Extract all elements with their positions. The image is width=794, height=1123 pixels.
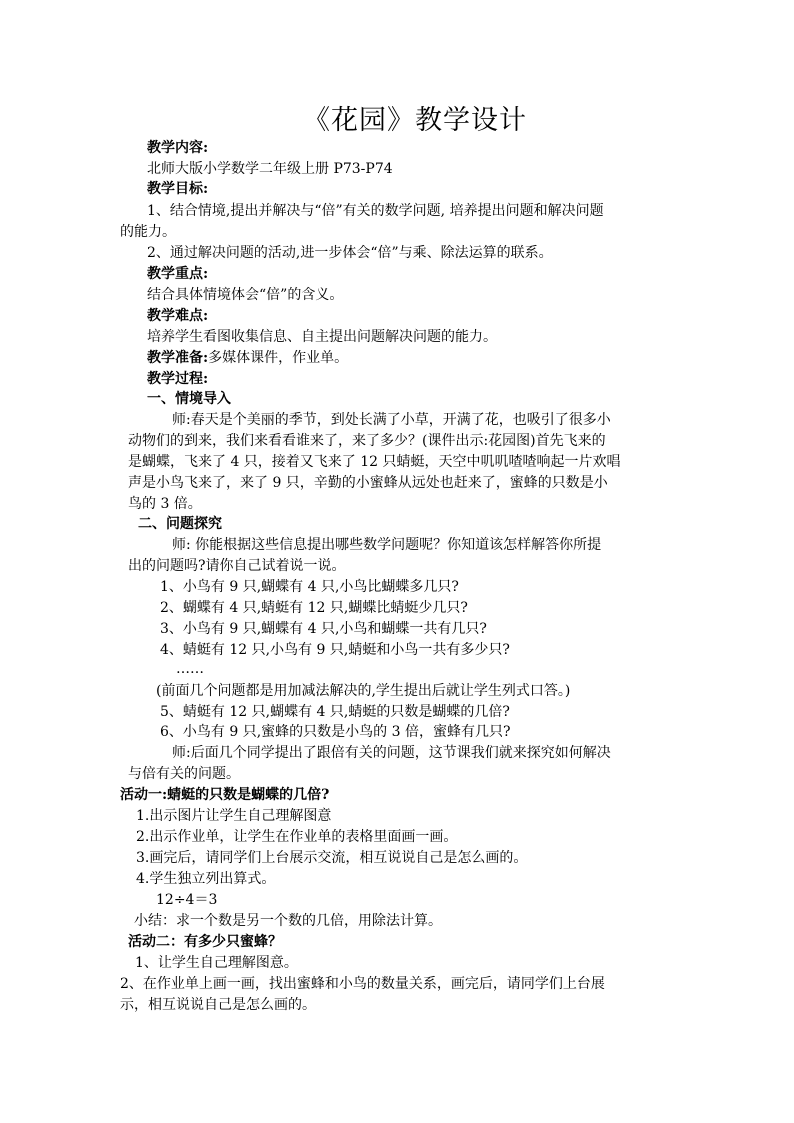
summary: 小结：求一个数是另一个数的几倍，用除法计算。 xyxy=(134,913,442,929)
intro-line-1: 师:春天是个美丽的季节，到处长满了小草，开满了花，也吸引了很多小 xyxy=(172,412,611,428)
section-1-heading: 一、情境导入 xyxy=(147,391,231,407)
page-title: 《花园》教学设计 xyxy=(303,105,527,136)
ellipsis: …… xyxy=(176,661,204,677)
preparation xyxy=(147,348,348,368)
question-1: 1、小鸟有 9 只,蝴蝶有 4 只,小鸟比蝴蝶多几只? xyxy=(160,579,459,595)
goals-label: 教学目标: xyxy=(147,181,209,197)
activity-2-step-2-line-2: 示，相互说说自己是怎么画的。 xyxy=(120,997,316,1013)
preparation-label: 教学准备: xyxy=(147,350,209,366)
teacher-line-1: 师:后面几个同学提出了跟倍有关的问题，这节课我们就来探究如何解决 xyxy=(172,745,611,761)
content-text: 北师大版小学数学二年级上册 P73-P74 xyxy=(147,161,393,177)
activity-1-heading: 活动一:蜻蜓的只数是蝴蝶的几倍? xyxy=(120,787,330,803)
question-3: 3、小鸟有 9 只,蝴蝶有 4 只,小鸟和蝴蝶一共有几只? xyxy=(160,621,487,637)
intro-line-3: 是蝴蝶，飞来了 4 只，接着又飞来了 12 只蜻蜓，天空中叽叽喳喳响起一片欢唱 xyxy=(128,454,621,470)
activity-2-step-2-line-1: 2、在作业单上画一画，找出蜜蜂和小鸟的数量关系，画完后，请同学们上台展 xyxy=(120,976,605,992)
goal-1-line-2: 的能力。 xyxy=(120,224,176,240)
intro-line-4: 声是小鸟飞来了，来了 9 只，辛勤的小蜜蜂从远处也赶来了，蜜蜂的只数是小 xyxy=(128,475,608,491)
content-label: 教学内容: xyxy=(147,140,209,156)
activity-1-step-1: 1.出示图片让学生自己理解图意 xyxy=(136,808,332,824)
activity-2-heading: 活动二：有多少只蜜蜂？ xyxy=(128,934,282,950)
process-label: 教学过程: xyxy=(147,371,209,387)
difficulty-text: 培养学生看图收集信息、自主提出问题解决问题的能力。 xyxy=(147,329,497,345)
activity-2-step-1: 1、让学生自己理解图意。 xyxy=(135,955,298,971)
goal-2: 2、通过解决问题的活动,进一步体会“倍”与乘、除法运算的联系。 xyxy=(147,245,553,261)
question-4: 4、蜻蜓有 12 只,小鸟有 9 只,蜻蜓和小鸟一共有多少只? xyxy=(160,642,510,658)
section-2-heading: 二、问题探究 xyxy=(138,516,222,532)
teacher-line-2: 与倍有关的问题。 xyxy=(128,766,240,782)
equation: 12÷4＝3 xyxy=(156,892,218,908)
question-5: 5、蜻蜓有 12 只,蝴蝶有 4 只,蜻蜓的只数是蝴蝶的几倍? xyxy=(160,704,510,720)
key-point-label: 教学重点: xyxy=(147,266,209,282)
intro-line-5: 鸟的 3 倍。 xyxy=(128,496,202,512)
question-6: 6、小鸟有 9 只,蜜蜂的只数是小鸟的 3 倍，蜜蜂有几只? xyxy=(160,724,511,740)
question-2: 2、蝴蝶有 4 只,蜻蜓有 12 只,蝴蝶比蜻蜓少几只? xyxy=(160,600,468,616)
explore-line-1: 师: 你能根据这些信息提出哪些数学问题呢？你知道该怎样解答你所提 xyxy=(172,537,602,553)
difficulty-label: 教学难点: xyxy=(147,308,209,324)
preparation-text: 多媒体课件，作业单。 xyxy=(208,350,349,366)
note: (前面几个问题都是用加减法解决的,学生提出后就让学生列式口答。) xyxy=(156,683,571,699)
intro-line-2: 动物们的到来，我们来看看谁来了，来了多少？(课件出示:花园图)首先飞来的 xyxy=(128,433,606,449)
key-point-text: 结合具体情境体会“倍”的含义。 xyxy=(147,287,344,303)
activity-1-step-4: 4.学生独立列出算式。 xyxy=(136,871,276,887)
goal-1-line-1: 1、结合情境,提出并解决与“倍”有关的数学问题, 培养提出问题和解决问题 xyxy=(147,203,604,219)
activity-1-step-2: 2.出示作业单，让学生在作业单的表格里面画一画。 xyxy=(136,829,458,845)
activity-1-step-3: 3.画完后，请同学们上台展示交流，相互说说自己是怎么画的。 xyxy=(136,850,528,866)
explore-line-2: 出的问题吗?请你自己试着说一说。 xyxy=(128,558,346,574)
